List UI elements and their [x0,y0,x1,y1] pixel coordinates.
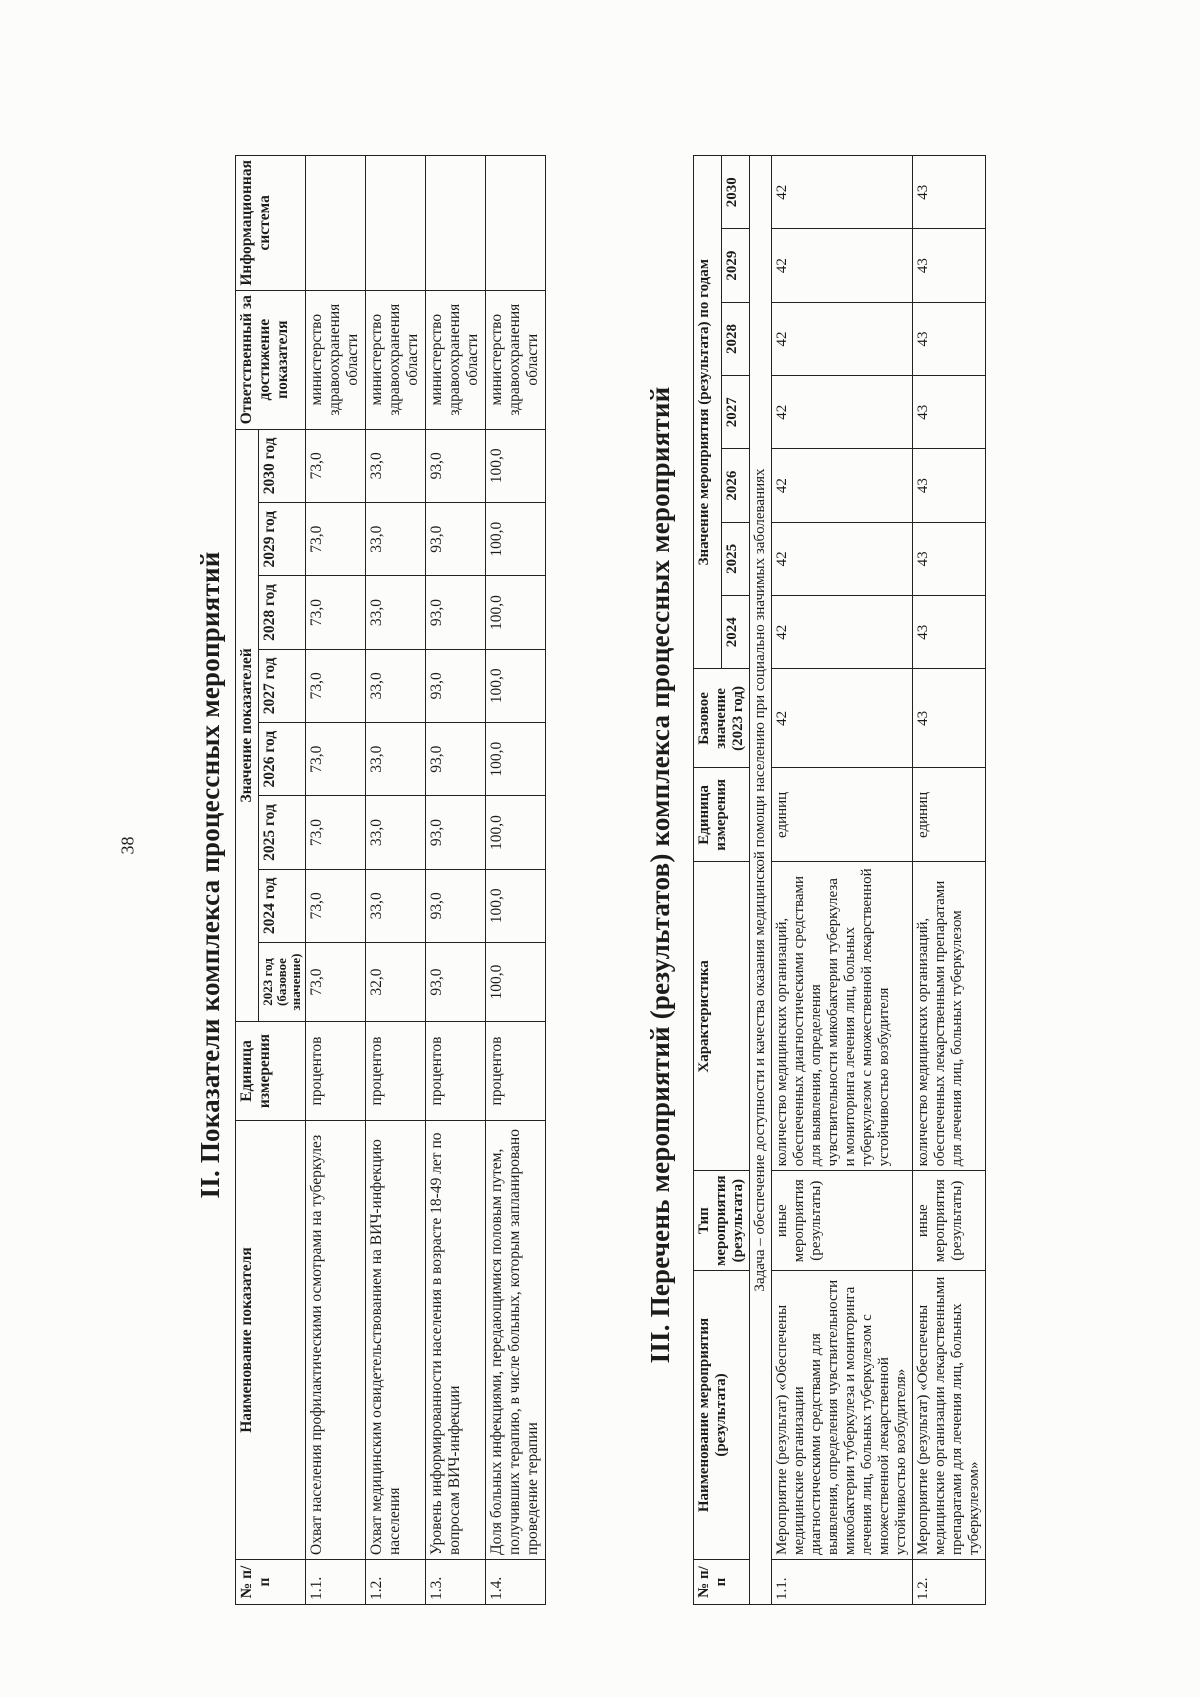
col-num-header: № п/п [694,1560,750,1605]
col-year-header: 2027 год [259,649,306,722]
col-unit-header: Единица измерения [236,1022,306,1121]
year-value: 73,0 [306,723,366,796]
col-num-header: № п/п [236,1560,306,1605]
characteristic-cell: количество медицинских организаций, обеспеченных лекарственными препаратами для лечения лиц, больных туберкулезом [913,862,986,1171]
col-name-header: Наименование мероприятия (результата) [694,1271,750,1560]
section-2-title: II. Показатели комплекса процессных мероприятий [195,551,225,1199]
indicator-name: Охват населения профилактическими осмотрами на туберкулез [306,1121,366,1560]
year-value: 73,0 [306,503,366,576]
base-value: 42 [772,669,913,768]
year-value: 93,0 [426,576,486,649]
row-num: 1.3. [426,1560,486,1605]
col-year-header: 2028 [722,302,750,375]
base-value: 100,0 [486,943,546,1022]
col-info-header: Информационная система [236,156,306,291]
year-value: 93,0 [426,796,486,869]
indicator-name: Охват медицинским освидетельствованием на ВИЧ-инфекцию населения [366,1121,426,1560]
col-year-header: 2027 [722,376,750,449]
year-value: 43 [913,376,986,449]
activities-table [693,155,986,1605]
year-value: 73,0 [306,649,366,722]
year-value: 43 [913,449,986,522]
section-3-title: III. Перечень мероприятий (результатов) комплекса процессных мероприятий [645,386,675,1364]
col-year-header: 2029 [722,229,750,302]
year-value: 73,0 [306,576,366,649]
year-value: 93,0 [426,723,486,796]
col-unit-header: Единица измерения [694,768,750,862]
year-value: 43 [913,522,986,595]
info-cell [306,156,366,291]
unit-cell: единиц [913,768,986,862]
year-value: 43 [913,302,986,375]
info-cell [426,156,486,291]
year-value: 73,0 [306,796,366,869]
task-row [750,156,772,1605]
year-value: 43 [913,229,986,302]
col-year-header: 2024 год [259,869,306,942]
year-value: 93,0 [426,869,486,942]
year-value: 100,0 [486,796,546,869]
activity-name: Мероприятие (результат) «Обеспечены медицинские организации лекарственными препаратами для лечения лиц, больных туберкулезом» [913,1271,986,1560]
year-value: 100,0 [486,869,546,942]
info-cell [486,156,546,291]
row-num: 1.1. [772,1560,913,1605]
year-value: 42 [772,156,913,229]
year-value: 43 [913,596,986,669]
col-year-header: 2024 [722,596,750,669]
info-cell [366,156,426,291]
row-num: 1.2. [366,1560,426,1605]
col-values-group-header: Значение показателей [236,429,259,1021]
characteristic-cell: количество медицинских организаций, обеспеченных диагностическими средствами для выявления, определения чувствительности микобактерии туберкулеза и мониторинга лечения лиц, больных туберкулезом с множественной лекарственной устойчивостью возбудителя [772,862,913,1171]
year-value: 42 [772,596,913,669]
row-num: 1.1. [306,1560,366,1605]
base-value: 32,0 [366,943,426,1022]
year-value: 100,0 [486,429,546,502]
table-row [426,156,486,1605]
table-row [913,156,986,1605]
year-value: 33,0 [366,649,426,722]
indicator-name: Доля больных инфекциями, передающимися половым путем, получивших терапию, в числе больных, которым запланировано проведение терапии [486,1121,546,1560]
year-value: 33,0 [366,869,426,942]
col-year-header: 2028 год [259,576,306,649]
unit-cell: процентов [306,1022,366,1121]
indicators-table [235,155,546,1605]
col-year-header: 2025 [722,522,750,595]
col-year-header: 2026 год [259,723,306,796]
year-value: 42 [772,376,913,449]
year-value: 93,0 [426,429,486,502]
table-row [306,156,366,1605]
row-num: 1.4. [486,1560,546,1605]
year-value: 73,0 [306,429,366,502]
col-type-header: Тип мероприятия (результата) [694,1171,750,1271]
year-value: 100,0 [486,649,546,722]
table-row [366,156,426,1605]
col-base-header: 2023 год (базовое значение) [259,943,306,1022]
year-value: 33,0 [366,723,426,796]
table-row [772,156,913,1605]
year-value: 42 [772,302,913,375]
year-value: 100,0 [486,503,546,576]
year-value: 33,0 [366,796,426,869]
year-value: 42 [772,229,913,302]
year-value: 42 [772,449,913,522]
row-num: 1.2. [913,1560,986,1605]
base-value: 43 [913,669,986,768]
responsible-cell: министерство здравоохранения области [366,290,426,429]
responsible-cell: министерство здравоохранения области [426,290,486,429]
year-value: 100,0 [486,723,546,796]
col-year-header: 2025 год [259,796,306,869]
col-responsible-header: Ответственный за достижение показателя [236,290,306,429]
base-value: 93,0 [426,943,486,1022]
responsible-cell: министерство здравоохранения области [486,290,546,429]
col-year-header: 2030 [722,156,750,229]
year-value: 33,0 [366,576,426,649]
year-value: 93,0 [426,503,486,576]
year-value: 93,0 [426,649,486,722]
task-description: Задача – обеспечение доступности и качества оказания медицинской помощи населению при социально значимых заболеваниях [750,156,772,1605]
unit-cell: процентов [426,1022,486,1121]
col-char-header: Характеристика [694,862,750,1171]
unit-cell: единиц [772,768,913,862]
year-value: 43 [913,156,986,229]
responsible-cell: министерство здравоохранения области [306,290,366,429]
col-values-group-header: Значение мероприятия (результата) по годам [694,156,722,669]
rotated-page-content [195,125,1005,1625]
type-cell: иные мероприятия (результаты) [913,1171,986,1271]
table-row [486,156,546,1605]
col-name-header: Наименование показателя [236,1121,306,1560]
activity-name: Мероприятие (результат) «Обеспечены медицинские организации диагностическими средствами для выявления, определения чувствительности микобактерии туберкулеза и мониторинга лечения лиц, больных туберкулезом с множественной лекарственной устойчивостью возбудителя» [772,1271,913,1560]
base-value: 73,0 [306,943,366,1022]
unit-cell: процентов [366,1022,426,1121]
year-value: 33,0 [366,503,426,576]
col-year-header: 2026 [722,449,750,522]
type-cell: иные мероприятия (результаты) [772,1171,913,1271]
page-number: 38 [117,836,138,855]
unit-cell: процентов [486,1022,546,1121]
year-value: 33,0 [366,429,426,502]
year-value: 73,0 [306,869,366,942]
indicator-name: Уровень информированности населения в возрасте 18-49 лет по вопросам ВИЧ-инфекции [426,1121,486,1560]
col-base-header: Базовое значение (2023 год) [694,669,750,768]
year-value: 42 [772,522,913,595]
col-year-header: 2030 год [259,429,306,502]
col-year-header: 2029 год [259,503,306,576]
year-value: 100,0 [486,576,546,649]
